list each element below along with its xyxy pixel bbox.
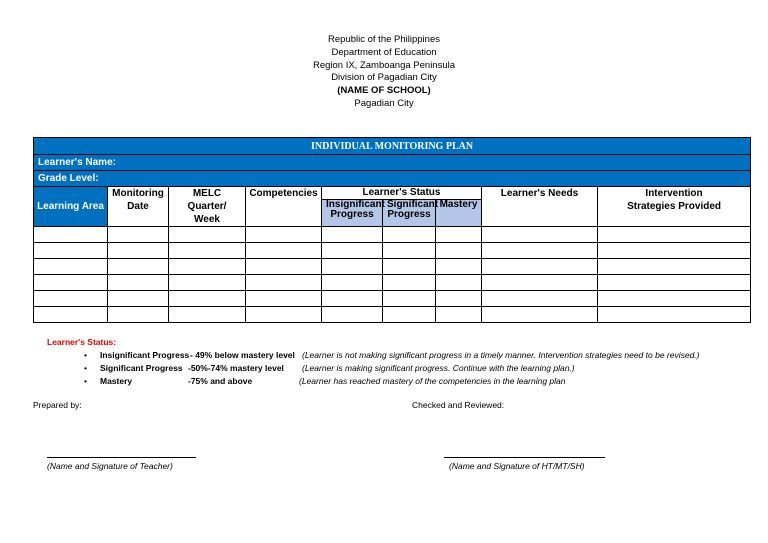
legend-title: Learner's Status: bbox=[47, 337, 117, 347]
table-cell[interactable] bbox=[436, 275, 482, 291]
table-cell[interactable] bbox=[598, 259, 751, 275]
table-cell[interactable] bbox=[322, 227, 383, 243]
table-cell[interactable] bbox=[108, 259, 169, 275]
table-cell[interactable] bbox=[34, 275, 108, 291]
table-cell[interactable] bbox=[482, 259, 598, 275]
table-cell[interactable] bbox=[482, 291, 598, 307]
teacher-signature-caption: (Name and Signature of Teacher) bbox=[47, 461, 173, 471]
table-cell[interactable] bbox=[598, 291, 751, 307]
table-cell[interactable] bbox=[108, 243, 169, 259]
table-cell[interactable] bbox=[482, 243, 598, 259]
legend-item-range: -75% and above bbox=[188, 376, 253, 386]
legend-item-range: -50%-74% mastery level bbox=[188, 363, 284, 373]
header-republic: Republic of the Philippines bbox=[328, 34, 440, 45]
col-significant-progress: Significant Progress bbox=[383, 200, 436, 227]
table-cell[interactable] bbox=[108, 275, 169, 291]
table-cell[interactable] bbox=[383, 275, 436, 291]
table-cell[interactable] bbox=[598, 307, 751, 323]
table-cell[interactable] bbox=[169, 291, 246, 307]
col-mastery: Mastery bbox=[436, 200, 482, 227]
table-cell[interactable] bbox=[482, 275, 598, 291]
table-cell[interactable] bbox=[169, 227, 246, 243]
table-cell[interactable] bbox=[108, 291, 169, 307]
table-cell[interactable] bbox=[383, 227, 436, 243]
table-cell[interactable] bbox=[436, 259, 482, 275]
learner-name-label: Learner's Name: bbox=[34, 155, 751, 171]
table-cell[interactable] bbox=[322, 291, 383, 307]
table-cell[interactable] bbox=[436, 243, 482, 259]
table-cell[interactable] bbox=[34, 243, 108, 259]
table-cell[interactable] bbox=[169, 259, 246, 275]
table-row bbox=[34, 259, 751, 275]
head-signature-caption: (Name and Signature of HT/MT/SH) bbox=[449, 461, 585, 471]
table-cell[interactable] bbox=[34, 291, 108, 307]
table-row bbox=[34, 243, 751, 259]
checked-by-label: Checked and Reviewed: bbox=[412, 400, 505, 410]
head-signature-line bbox=[444, 457, 605, 458]
legend-item-description: (Learner is not making significant progress in a timely manner. Intervention strategies need to be revised.) bbox=[302, 350, 700, 360]
table-cell[interactable] bbox=[246, 227, 322, 243]
table-cell[interactable] bbox=[322, 275, 383, 291]
header-school-name: (NAME OF SCHOOL) bbox=[337, 85, 431, 97]
legend-item-description: (Learner is making significant progress. Continue with the learning plan.) bbox=[302, 363, 575, 373]
col-insignificant-progress: Insignificant Progress bbox=[322, 200, 383, 227]
header-department: Department of Education bbox=[331, 46, 437, 58]
table-cell[interactable] bbox=[598, 275, 751, 291]
table-cell[interactable] bbox=[246, 291, 322, 307]
document-header bbox=[0, 34, 768, 111]
table-row bbox=[34, 227, 751, 243]
table-cell[interactable] bbox=[34, 227, 108, 243]
col-competencies: Competencies bbox=[246, 187, 322, 227]
table-cell[interactable] bbox=[246, 243, 322, 259]
bullet-icon: • bbox=[84, 363, 87, 373]
table-cell[interactable] bbox=[436, 307, 482, 323]
table-row bbox=[34, 307, 751, 323]
col-learning-area: Learning Area bbox=[34, 187, 108, 227]
table-cell[interactable] bbox=[383, 307, 436, 323]
table-cell[interactable] bbox=[383, 243, 436, 259]
col-intervention: Intervention Strategies Provided bbox=[598, 187, 751, 227]
table-cell[interactable] bbox=[383, 259, 436, 275]
table-row bbox=[34, 275, 751, 291]
col-learners-status: Learner's Status bbox=[322, 187, 482, 200]
legend-item-name: Significant Progress bbox=[100, 363, 183, 373]
table-cell[interactable] bbox=[482, 307, 598, 323]
teacher-signature-line bbox=[47, 457, 196, 458]
table-cell[interactable] bbox=[246, 259, 322, 275]
table-cell[interactable] bbox=[169, 275, 246, 291]
table-cell[interactable] bbox=[108, 227, 169, 243]
legend-item-range: - 49% below mastery level bbox=[190, 350, 295, 360]
legend-item-description: (Learner has reached mastery of the competencies in the learning plan bbox=[299, 376, 566, 386]
legend-item-name: Insignificant Progress bbox=[100, 350, 190, 360]
col-melc: MELC Quarter/ Week bbox=[169, 187, 246, 227]
col-learners-needs: Learner's Needs bbox=[482, 187, 598, 227]
table-cell[interactable] bbox=[482, 227, 598, 243]
table-cell[interactable] bbox=[322, 307, 383, 323]
header-region: Region IX, Zamboanga Peninsula bbox=[312, 59, 456, 71]
bullet-icon: • bbox=[84, 376, 87, 386]
table-cell[interactable] bbox=[108, 307, 169, 323]
prepared-by-label: Prepared by: bbox=[33, 400, 82, 410]
bullet-icon: • bbox=[84, 350, 87, 360]
header-city: Pagadian City bbox=[354, 97, 414, 109]
header-division: Division of Pagadian City bbox=[331, 72, 437, 84]
monitoring-plan-table bbox=[33, 137, 751, 323]
table-cell[interactable] bbox=[322, 243, 383, 259]
table-cell[interactable] bbox=[383, 291, 436, 307]
table-cell[interactable] bbox=[322, 259, 383, 275]
legend-item-name: Mastery bbox=[100, 376, 133, 386]
table-cell[interactable] bbox=[34, 259, 108, 275]
table-cell[interactable] bbox=[436, 227, 482, 243]
table-cell[interactable] bbox=[34, 307, 108, 323]
table-cell[interactable] bbox=[246, 275, 322, 291]
table-cell[interactable] bbox=[598, 227, 751, 243]
col-monitoring-date: Monitoring Date bbox=[108, 187, 169, 227]
grade-level-label: Grade Level: bbox=[34, 171, 751, 187]
table-row bbox=[34, 291, 751, 307]
table-cell[interactable] bbox=[598, 243, 751, 259]
table-cell[interactable] bbox=[436, 291, 482, 307]
table-cell[interactable] bbox=[246, 307, 322, 323]
table-cell[interactable] bbox=[169, 307, 246, 323]
table-title: INDIVIDUAL MONITORING PLAN bbox=[34, 138, 751, 155]
table-cell[interactable] bbox=[169, 243, 246, 259]
